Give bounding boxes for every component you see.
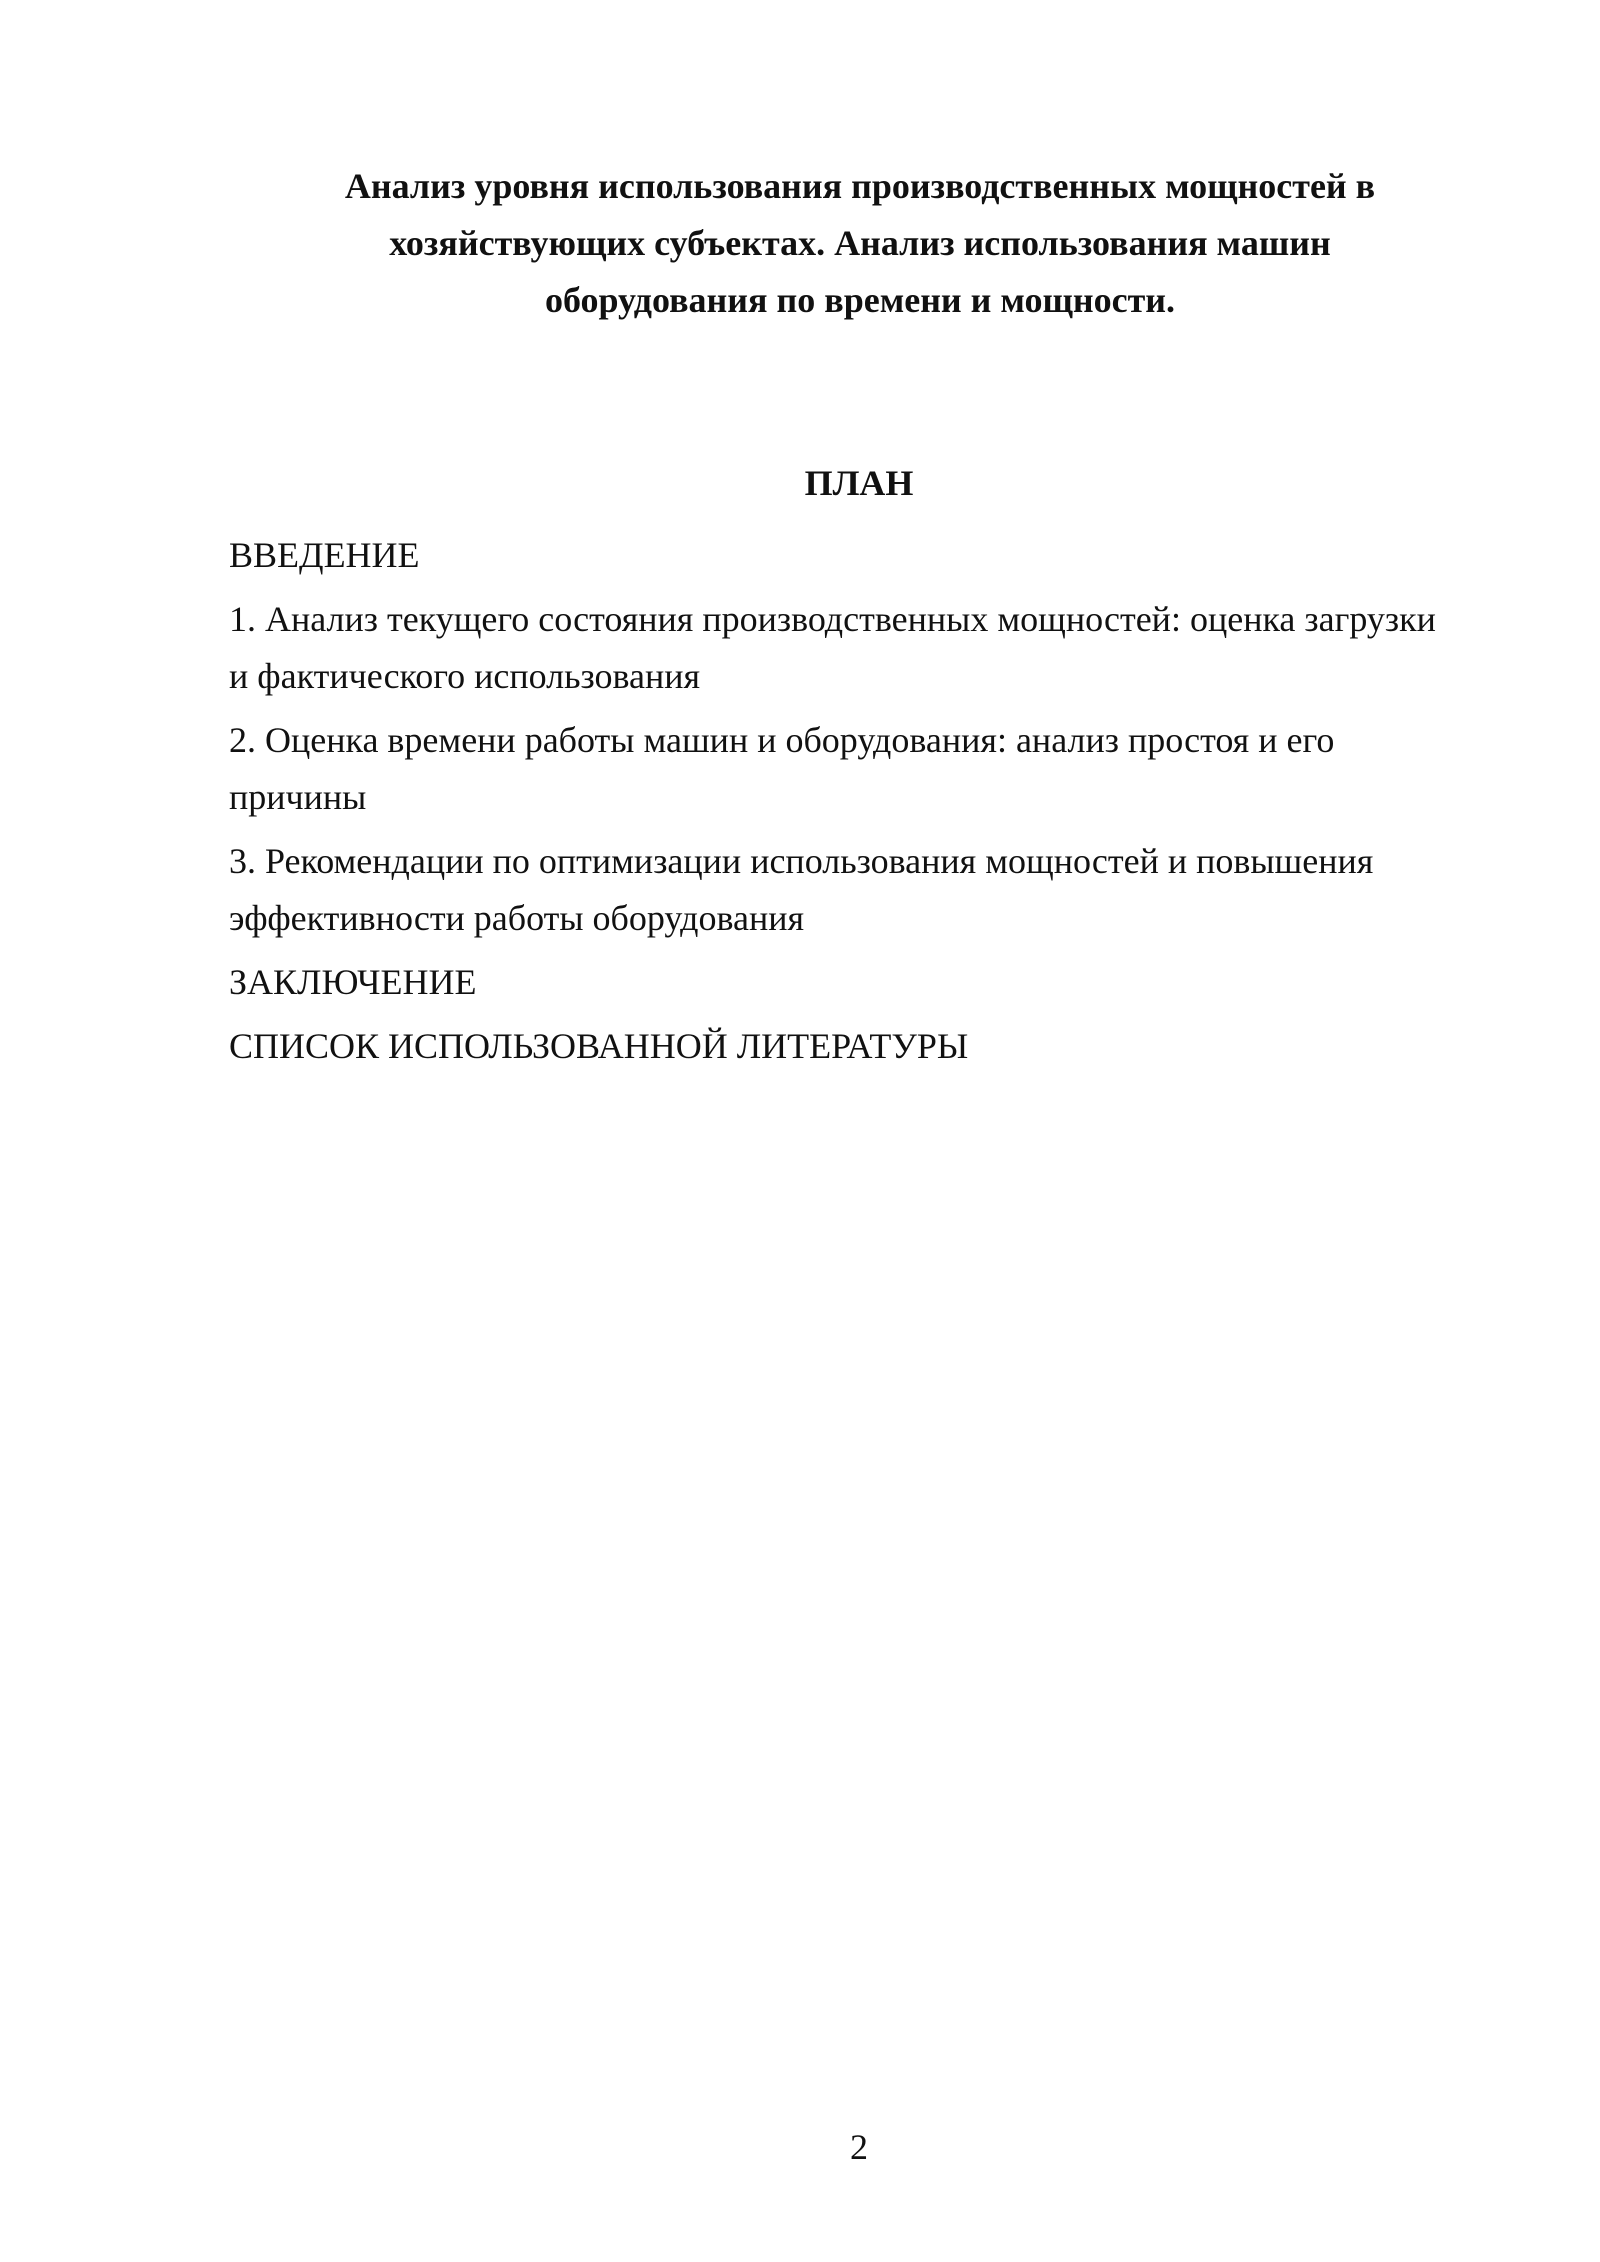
plan-list bbox=[229, 527, 1459, 1082]
plan-item-conclusion: ЗАКЛЮЧЕНИЕ bbox=[229, 962, 477, 1002]
plan-item-introduction: ВВЕДЕНИЕ bbox=[229, 535, 420, 575]
plan-heading: ПЛАН bbox=[804, 463, 914, 503]
page-number: 2 bbox=[850, 2127, 868, 2167]
plan-item-2: 2. Оценка времени работы машин и оборудования: анализ простоя и его причины bbox=[229, 720, 1335, 817]
plan-item-references: СПИСОК ИСПОЛЬЗОВАННОЙ ЛИТЕРАТУРЫ bbox=[229, 1026, 969, 1066]
plan-item-1: 1. Анализ текущего состояния производственных мощностей: оценка загрузки и фактического использования bbox=[229, 599, 1436, 696]
plan-item-3: 3. Рекомендации по оптимизации использования мощностей и повышения эффективности работы оборудования bbox=[229, 841, 1374, 938]
document-title: Анализ уровня использования производственных мощностей в хозяйствующих субъектах. Анализ использования машин оборудования по времени и мощности. bbox=[344, 166, 1376, 320]
